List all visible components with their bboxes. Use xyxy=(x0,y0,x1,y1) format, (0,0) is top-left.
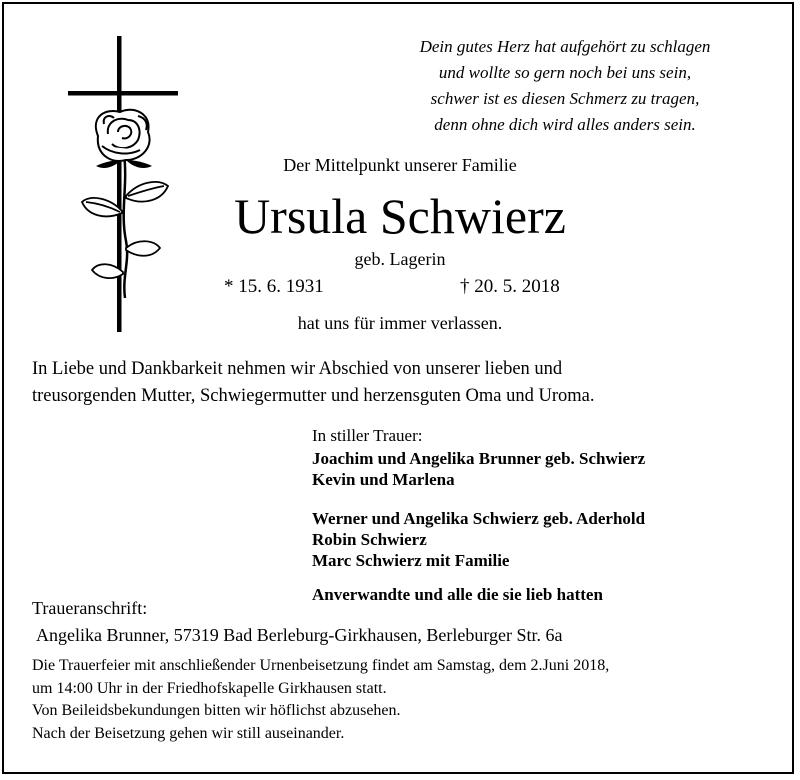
mourner-line: Joachim und Angelika Brunner geb. Schwierz xyxy=(312,449,646,468)
birth-date: * 15. 6. 1931 xyxy=(224,276,324,297)
poem-line: denn ohne dich wird alles anders sein. xyxy=(434,115,696,134)
mourners-group-2 xyxy=(312,508,645,571)
poem-line: Dein gutes Herz hat aufgehört zu schlagen xyxy=(419,37,711,56)
mourner-line: Kevin und Marlena xyxy=(312,470,455,489)
maiden-name: geb. Lagerin xyxy=(354,249,446,269)
intro-text: Der Mittelpunkt unserer Familie xyxy=(283,155,517,175)
left-us-text: hat uns für immer verlassen. xyxy=(297,313,503,333)
closing-line: Von Beileidsbekundungen bitten wir höflichst abzusehen. xyxy=(32,702,401,719)
mourner-line: Werner und Angelika Schwierz geb. Aderhold xyxy=(312,509,646,528)
closing-line: Nach der Beisetzung gehen wir still auseinander. xyxy=(32,724,345,742)
mourning-address: Angelika Brunner, 57319 Bad Berleburg-Girkhausen, Berleburger Str. 6a xyxy=(36,625,563,645)
death-date: † 20. 5. 2018 xyxy=(460,276,560,297)
mourners-group-1 xyxy=(312,448,645,490)
farewell-paragraph xyxy=(32,356,595,410)
cross-with-rose-icon xyxy=(68,36,180,332)
address-label: Traueranschrift: xyxy=(32,598,148,618)
mourner-line: Robin Schwierz xyxy=(312,530,427,549)
poem-line: und wollte so gern noch bei uns sein, xyxy=(438,63,692,82)
closing-line: um 14:00 Uhr in der Friedhofskapelle Girkhausen statt. xyxy=(32,679,387,697)
deceased-name: Ursula Schwierz xyxy=(234,188,566,244)
poem xyxy=(380,34,750,138)
mourner-line: Marc Schwierz mit Familie xyxy=(312,551,510,570)
farewell-line: treusorgenden Mutter, Schwiegermutter und herzensguten Oma und Uroma. xyxy=(32,386,595,406)
closing-line: Die Trauerfeier mit anschließender Urnenbeisetzung findet am Samstag, dem 2.Juni 2018, xyxy=(32,657,610,674)
mourners-heading: In stiller Trauer: xyxy=(312,426,423,445)
closing-paragraph xyxy=(32,655,609,745)
relatives-line: Anverwandte und alle die sie lieb hatten xyxy=(312,585,603,604)
poem-line: schwer ist es diesen Schmerz zu tragen, xyxy=(430,89,700,108)
farewell-line: In Liebe und Dankbarkeit nehmen wir Abschied von unserer lieben und xyxy=(32,359,563,379)
